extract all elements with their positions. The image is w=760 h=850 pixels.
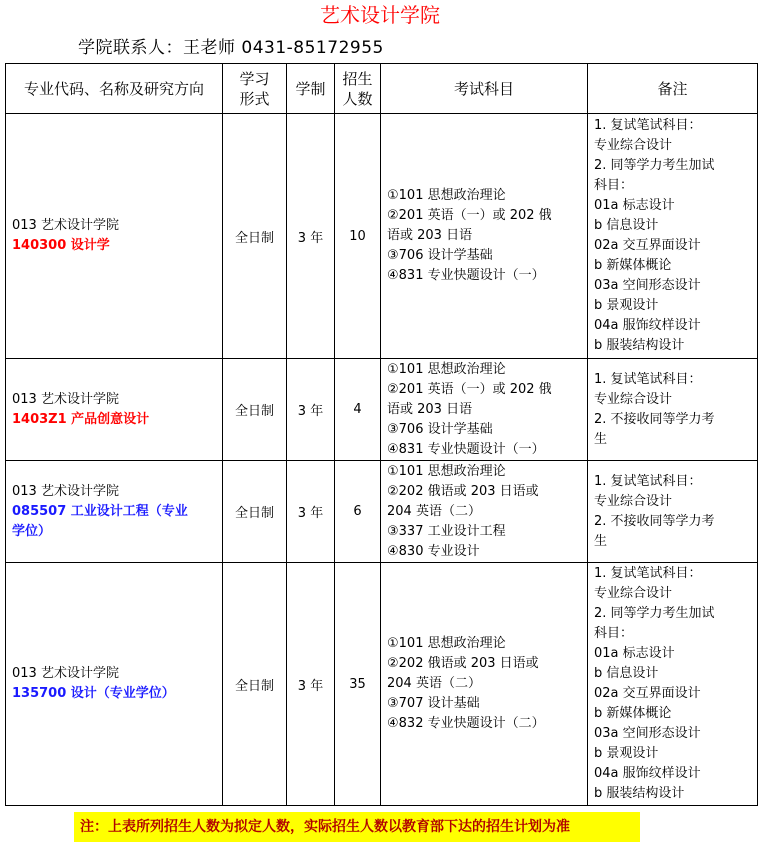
note-line: 02a 交互界面设计 — [594, 238, 701, 253]
college-name: 013 艺术设计学院 — [12, 218, 119, 233]
exam-line: ③706 设计学基础 — [387, 421, 493, 437]
years-cell: 3 年 — [287, 461, 335, 563]
note-line: 2. 不接收同等学力考 — [594, 411, 715, 427]
college-name: 013 艺术设计学院 — [12, 391, 119, 407]
major-cell — [6, 461, 223, 563]
page-title: 艺术设计学院 — [320, 3, 440, 27]
note-line: 2. 同等学力考生加试 — [594, 606, 715, 621]
header-mode-line2: 形式 — [239, 89, 270, 108]
footer-note: 注：上表所列招生人数为拟定人数，实际招生人数以教育部下达的招生计划为准 — [74, 812, 640, 842]
header-note: 备注 — [588, 64, 758, 114]
note-line: 2. 同等学力考生加试 — [594, 158, 715, 173]
exam-line: ③707 设计基础 — [387, 696, 480, 711]
note-line: 04a 服饰纹样设计 — [594, 766, 701, 781]
exam-cell — [381, 114, 588, 359]
exam-line: ④831 专业快题设计（一） — [387, 268, 545, 283]
header-quota-line2: 人数 — [342, 89, 373, 108]
exam-line: ④831 专业快题设计（一） — [387, 441, 545, 457]
exam-line: ①101 思想政治理论 — [387, 636, 506, 651]
header-mode — [223, 64, 287, 114]
exam-line: 语或 203 日语 — [387, 401, 473, 417]
years-cell: 3 年 — [287, 563, 335, 806]
note-cell — [588, 563, 758, 806]
note-line: 专业综合设计 — [594, 586, 673, 601]
header-mode-line1: 学习 — [239, 69, 270, 88]
years-cell: 3 年 — [287, 114, 335, 359]
mode-cell: 全日制 — [223, 563, 287, 806]
note-line: 03a 空间形态设计 — [594, 278, 701, 293]
exam-line: 语或 203 日语 — [387, 228, 473, 243]
major-cell — [6, 359, 223, 461]
years-cell: 3 年 — [287, 359, 335, 461]
note-line: b 新媒体概论 — [594, 258, 672, 273]
note-cell — [588, 359, 758, 461]
major-name: 140300 设计学 — [12, 238, 110, 253]
note-line: b 景观设计 — [594, 746, 659, 761]
table-row — [6, 461, 758, 563]
exam-line: 204 英语（二） — [387, 503, 481, 519]
exam-line: ④830 专业设计 — [387, 543, 480, 559]
header-major: 专业代码、名称及研究方向 — [6, 64, 223, 114]
quota-cell: 35 — [335, 563, 381, 806]
exam-line: ①101 思想政治理论 — [387, 361, 506, 377]
exam-cell — [381, 461, 588, 563]
note-line: 专业综合设计 — [594, 138, 673, 153]
note-cell — [588, 114, 758, 359]
mode-cell: 全日制 — [223, 114, 287, 359]
exam-line: ①101 思想政治理论 — [387, 188, 506, 203]
note-line: 1. 复试笔试科目： — [594, 473, 702, 489]
quota-cell: 4 — [335, 359, 381, 461]
exam-line: 204 英语（二） — [387, 676, 481, 691]
table-header-row — [6, 64, 758, 114]
contact-info: 学院联系人：王老师 0431-85172955 — [78, 38, 384, 58]
header-exam: 考试科目 — [381, 64, 588, 114]
major-name-cont: 学位） — [12, 523, 52, 539]
table-row — [6, 359, 758, 461]
note-line: 1. 复试笔试科目： — [594, 118, 702, 133]
header-quota-line1: 招生 — [342, 69, 373, 88]
note-line: b 信息设计 — [594, 218, 659, 233]
note-line: 01a 标志设计 — [594, 198, 675, 213]
note-line: 03a 空间形态设计 — [594, 726, 701, 741]
table-row — [6, 114, 758, 359]
exam-line: ②202 俄语或 203 日语或 — [387, 656, 539, 671]
exam-line: ④832 专业快题设计（二） — [387, 716, 545, 731]
major-cell — [6, 114, 223, 359]
note-line: b 景观设计 — [594, 298, 659, 313]
major-name: 135700 设计（专业学位） — [12, 686, 175, 701]
note-line: 1. 复试笔试科目： — [594, 371, 702, 387]
note-line: b 新媒体概论 — [594, 706, 672, 721]
exam-cell — [381, 563, 588, 806]
major-name: 085507 工业设计工程（专业 — [12, 503, 188, 519]
note-line: 02a 交互界面设计 — [594, 686, 701, 701]
table-row — [6, 563, 758, 806]
major-cell — [6, 563, 223, 806]
exam-line: ①101 思想政治理论 — [387, 463, 506, 479]
college-name: 013 艺术设计学院 — [12, 483, 119, 499]
exam-cell — [381, 359, 588, 461]
note-line: 2. 不接收同等学力考 — [594, 513, 715, 529]
header-quota — [335, 64, 381, 114]
college-name: 013 艺术设计学院 — [12, 666, 119, 681]
note-line: 生 — [594, 533, 608, 549]
exam-line: ③706 设计学基础 — [387, 248, 493, 263]
note-line: 01a 标志设计 — [594, 646, 675, 661]
note-line: 专业综合设计 — [594, 391, 673, 407]
mode-cell: 全日制 — [223, 359, 287, 461]
exam-line: ②202 俄语或 203 日语或 — [387, 483, 539, 499]
exam-line: ②201 英语（一）或 202 俄 — [387, 381, 552, 397]
exam-line: ③337 工业设计工程 — [387, 523, 506, 539]
note-line: 科目： — [594, 626, 634, 641]
note-line: 专业综合设计 — [594, 493, 673, 509]
note-line: b 服装结构设计 — [594, 338, 685, 353]
note-line: 生 — [594, 431, 608, 447]
quota-cell: 10 — [335, 114, 381, 359]
quota-cell: 6 — [335, 461, 381, 563]
note-line: b 服装结构设计 — [594, 786, 685, 801]
mode-cell: 全日制 — [223, 461, 287, 563]
note-line: 04a 服饰纹样设计 — [594, 318, 701, 333]
note-cell — [588, 461, 758, 563]
note-line: 1. 复试笔试科目： — [594, 566, 702, 581]
admissions-table — [5, 63, 758, 806]
major-name: 1403Z1 产品创意设计 — [12, 411, 150, 427]
note-line: b 信息设计 — [594, 666, 659, 681]
header-years: 学制 — [287, 64, 335, 114]
note-line: 科目： — [594, 178, 634, 193]
exam-line: ②201 英语（一）或 202 俄 — [387, 208, 552, 223]
